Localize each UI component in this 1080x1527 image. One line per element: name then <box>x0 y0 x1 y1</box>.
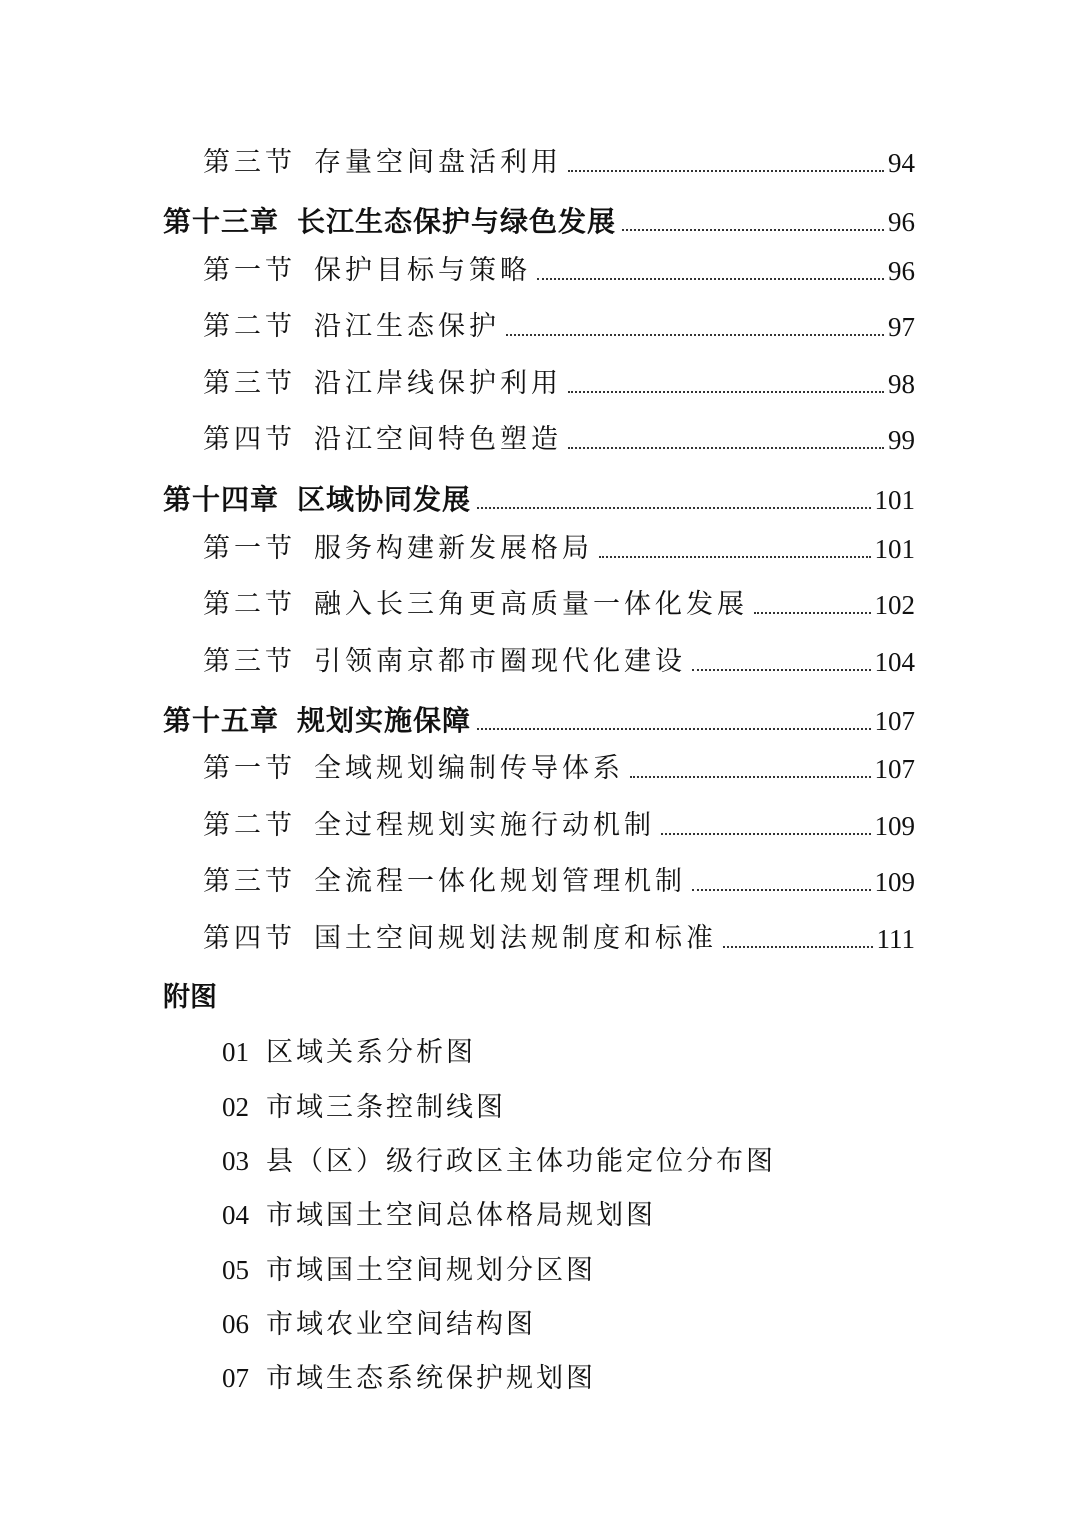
dot-leader <box>723 946 873 948</box>
toc-entry[interactable] <box>203 248 915 288</box>
toc-entry-number: 第一节 <box>203 255 296 286</box>
figure-title: 市域国土空间总体格局规划图 <box>266 1200 656 1231</box>
dot-leader <box>661 833 871 835</box>
toc-chapter-entry[interactable] <box>163 698 915 738</box>
toc-chapter-entry[interactable] <box>163 199 915 239</box>
toc-entry-number: 第四节 <box>203 424 296 455</box>
figure-number: 06 <box>222 1309 249 1339</box>
toc-entry-title: 存量空间盘活利用 <box>314 147 562 178</box>
figure-number: 03 <box>222 1146 249 1176</box>
toc-chapter-entry[interactable] <box>163 477 915 517</box>
toc-entry-number: 第二节 <box>203 311 296 342</box>
toc-entry-number: 第十三章 <box>163 205 280 238</box>
figure-title: 县（区）级行政区主体功能定位分布图 <box>266 1146 776 1177</box>
toc-page-number: 101 <box>874 485 915 515</box>
toc-page-number: 98 <box>888 369 915 399</box>
toc-entry-title: 沿江空间特色塑造 <box>314 424 562 455</box>
toc-entry-number: 第十五章 <box>163 704 280 737</box>
dot-leader <box>568 170 884 172</box>
toc-entry[interactable] <box>203 582 915 622</box>
figure-title: 市域国土空间规划分区图 <box>266 1255 596 1286</box>
figure-list-item[interactable] <box>222 1356 596 1396</box>
toc-entry-number: 第三节 <box>203 368 296 399</box>
dot-leader <box>537 278 884 280</box>
figure-number: 05 <box>222 1255 249 1285</box>
toc-page-number: 109 <box>874 867 915 897</box>
toc-page-number: 99 <box>888 425 915 455</box>
dot-leader <box>568 447 884 449</box>
toc-entry[interactable] <box>203 140 915 180</box>
figure-number: 04 <box>222 1200 249 1230</box>
toc-page-number: 102 <box>874 590 915 620</box>
toc-entry-number: 第一节 <box>203 753 296 784</box>
toc-entry-title: 全过程规划实施行动机制 <box>314 810 655 841</box>
toc-entry[interactable] <box>203 859 915 899</box>
toc-page-number: 94 <box>888 148 915 178</box>
figure-list-item[interactable] <box>222 1030 476 1070</box>
toc-page-number: 97 <box>888 312 915 342</box>
dot-leader <box>599 556 871 558</box>
toc-entry-title: 国土空间规划法规制度和标准 <box>314 923 717 954</box>
toc-entry-number: 第二节 <box>203 810 296 841</box>
toc-entry-number: 第二节 <box>203 589 296 620</box>
figure-number: 01 <box>222 1037 249 1067</box>
toc-entry-title: 长江生态保护与绿色发展 <box>297 205 617 238</box>
figure-title: 市域农业空间结构图 <box>266 1309 536 1340</box>
toc-page-number: 107 <box>874 754 915 784</box>
toc-page-number: 101 <box>874 534 915 564</box>
figure-list-item[interactable] <box>222 1302 536 1342</box>
toc-entry[interactable] <box>203 417 915 457</box>
toc-page-number: 96 <box>888 256 915 286</box>
toc-entry-title: 融入长三角更高质量一体化发展 <box>314 589 748 620</box>
figure-number: 02 <box>222 1092 249 1122</box>
dot-leader <box>692 669 871 671</box>
toc-page-number: 111 <box>876 924 915 954</box>
toc-page-number: 109 <box>874 811 915 841</box>
toc-entry-title: 沿江生态保护 <box>314 311 500 342</box>
figure-list-item[interactable] <box>222 1248 596 1288</box>
figure-title: 市域生态系统保护规划图 <box>266 1363 596 1394</box>
toc-page-number: 104 <box>874 647 915 677</box>
toc-entry-title: 全域规划编制传导体系 <box>314 753 624 784</box>
toc-page-number: 107 <box>874 706 915 736</box>
toc-entry-title: 全流程一体化规划管理机制 <box>314 866 686 897</box>
toc-entry-number: 第十四章 <box>163 483 280 516</box>
toc-entry[interactable] <box>203 639 915 679</box>
figure-title: 区域关系分析图 <box>266 1037 476 1068</box>
toc-entry-title: 规划实施保障 <box>297 704 472 737</box>
toc-entry[interactable] <box>203 526 915 566</box>
toc-entry-number: 第三节 <box>203 646 296 677</box>
toc-entry[interactable] <box>203 916 915 956</box>
toc-entry[interactable] <box>203 361 915 401</box>
dot-leader <box>622 229 884 231</box>
figure-number: 07 <box>222 1363 249 1393</box>
toc-entry-title: 服务构建新发展格局 <box>314 533 593 564</box>
toc-entry-title: 引领南京都市圈现代化建设 <box>314 646 686 677</box>
toc-entry-title: 保护目标与策略 <box>314 255 531 286</box>
dot-leader <box>506 334 884 336</box>
dot-leader <box>692 889 871 891</box>
toc-entry-number: 第四节 <box>203 923 296 954</box>
toc-entry-title: 沿江岸线保护利用 <box>314 368 562 399</box>
dot-leader <box>477 507 870 509</box>
toc-entry[interactable] <box>203 304 915 344</box>
figure-list-item[interactable] <box>222 1085 506 1125</box>
toc-entry[interactable] <box>203 803 915 843</box>
dot-leader <box>477 728 870 730</box>
figure-list-item[interactable] <box>222 1139 776 1179</box>
toc-entry-number: 第三节 <box>203 866 296 897</box>
dot-leader <box>568 391 884 393</box>
toc-page-number: 96 <box>888 207 915 237</box>
toc-entry-title: 区域协同发展 <box>297 483 472 516</box>
dot-leader <box>754 612 871 614</box>
figure-title: 市域三条控制线图 <box>266 1092 506 1123</box>
toc-entry-number: 第一节 <box>203 533 296 564</box>
toc-entry-number: 第三节 <box>203 147 296 178</box>
figure-list-item[interactable] <box>222 1193 656 1233</box>
figures-heading: 附图 <box>163 982 217 1013</box>
toc-entry[interactable] <box>203 746 915 786</box>
dot-leader <box>630 776 871 778</box>
